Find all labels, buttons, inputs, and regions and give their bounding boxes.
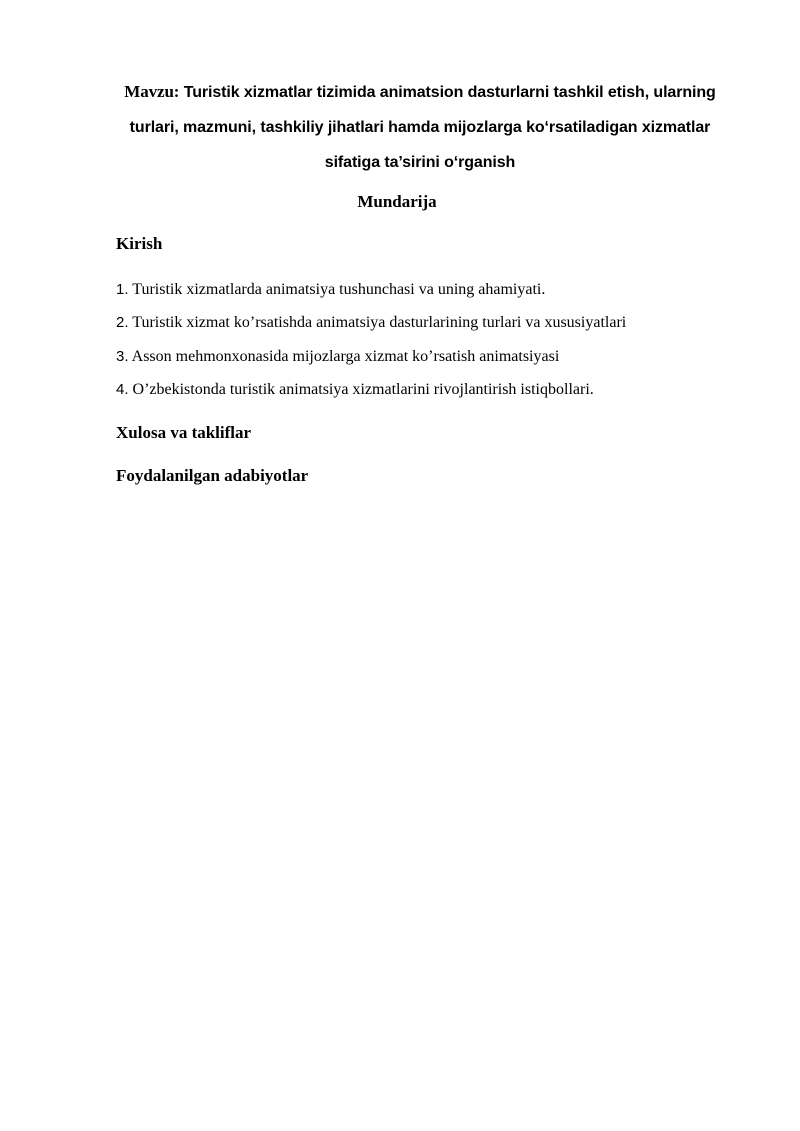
toc-item-number: 3. <box>116 348 129 365</box>
toc-item <box>116 312 626 334</box>
toc-entry-conclusion: Xulosa va takliflar <box>116 423 252 442</box>
topic-text: Turistik xizmatlar tizimida animatsion dasturlarni tashkil etish, ularning turlari, mazmuni, tashkiliy jihatlari hamda mijozlarga ko‘rsatiladigan xizmatlar sifatiga ta’sirini o‘rganish <box>129 84 716 171</box>
toc-item-text: Turistik xizmat ko’rsatishda animatsiya dasturlarining turlari va xususiyatlari <box>132 314 627 331</box>
toc-item-text: Asson mehmonxonasida mijozlarga xizmat ko’rsatish animatsiyasi <box>131 348 560 365</box>
toc-item-number: 2. <box>116 314 129 331</box>
toc-title: Mundarija <box>357 192 437 211</box>
document-topic <box>100 74 740 180</box>
toc-item <box>116 279 545 301</box>
topic-lead: Mavzu: <box>124 82 180 101</box>
toc-entry-references: Foydalanilgan adabiyotlar <box>116 466 309 485</box>
toc-item <box>116 346 559 368</box>
toc-item-text: O’zbekistonda turistik animatsiya xizmatlarini rivojlantirish istiqbollari. <box>132 381 594 398</box>
toc-item-text: Turistik xizmatlarda animatsiya tushunchasi va uning ahamiyati. <box>132 281 546 298</box>
toc-item <box>116 379 594 401</box>
toc-item-number: 1. <box>116 281 129 298</box>
toc-item-number: 4. <box>116 381 129 398</box>
toc-entry-intro: Kirish <box>116 234 163 253</box>
